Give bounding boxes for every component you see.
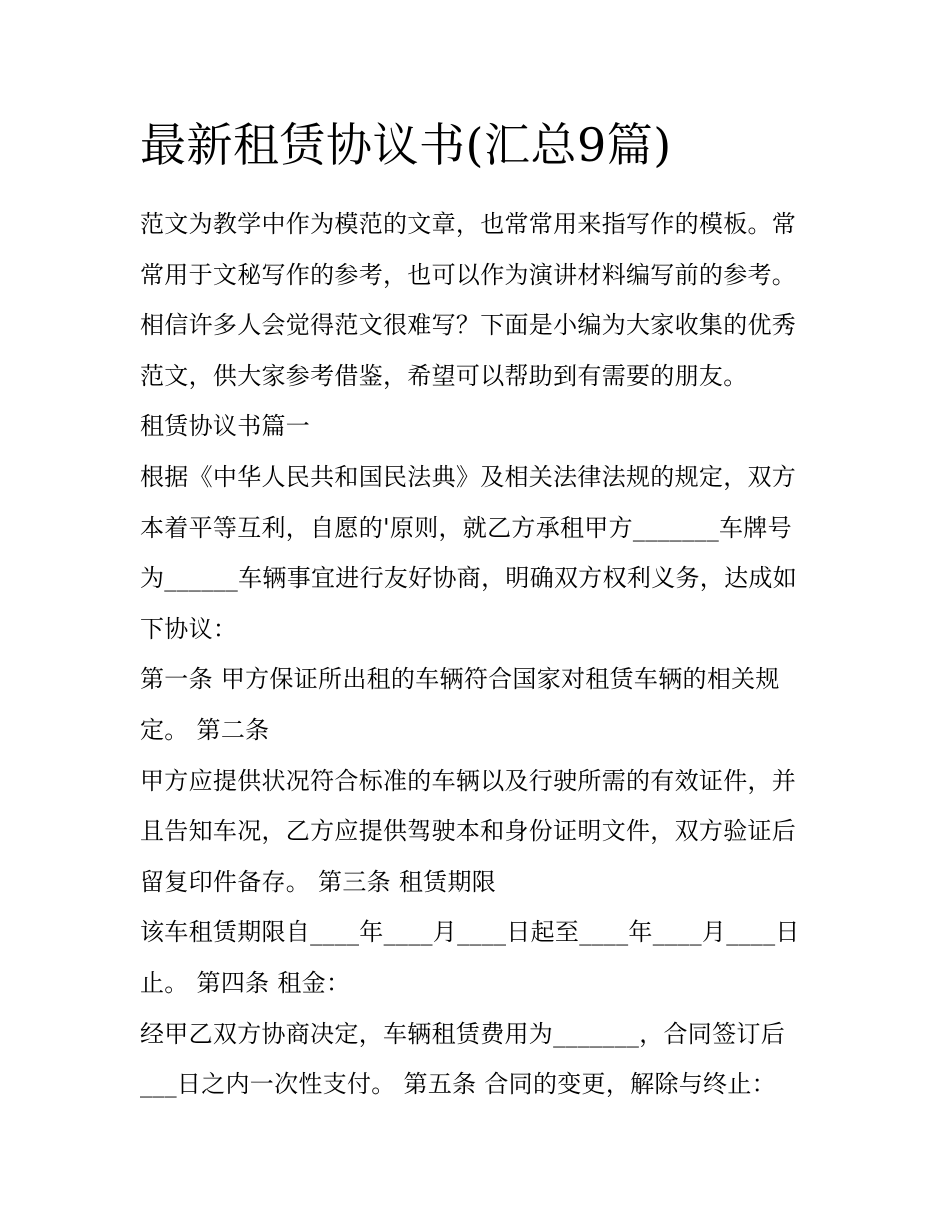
paragraph-line: 经甲乙双方协商决定，车辆租赁费用为_______，合同签订后 xyxy=(140,1019,785,1048)
paragraph-line: 且告知车况，乙方应提供驾驶本和身份证明文件，双方验证后 xyxy=(140,817,797,846)
paragraph-line: 甲方应提供状况符合标准的车辆以及行驶所需的有效证件，并 xyxy=(140,766,797,795)
paragraph-line: 相信许多人会觉得范文很难写？下面是小编为大家收集的优秀 xyxy=(140,311,797,340)
paragraph-line: 该车租赁期限自____年____月____日起至____年____月____日 xyxy=(140,918,800,947)
paragraph-line: ___日之内一次性支付。 第五条 合同的变更，解除与终止： xyxy=(140,1070,776,1099)
paragraph-line: 止。 第四条 租金： xyxy=(140,968,351,997)
section-heading: 租赁协议书篇一 xyxy=(140,412,311,441)
paragraph-line: 范文，供大家参考借鉴，希望可以帮助到有需要的朋友。 xyxy=(140,361,748,390)
paragraph-line: 留复印件备存。 第三条 租赁期限 xyxy=(140,867,497,896)
paragraph-line: 下协议： xyxy=(140,614,238,643)
paragraph-line: 第一条 甲方保证所出租的车辆符合国家对租赁车辆的相关规 xyxy=(140,665,780,694)
document-body xyxy=(140,199,820,1110)
paragraph-line: 本着平等互利，自愿的'原则，就乙方承租甲方_______车牌号 xyxy=(140,513,792,542)
paragraph-line: 范文为教学中作为模范的文章，也常常用来指写作的模板。常 xyxy=(140,210,797,238)
paragraph-line: 根据《中华人民共和国民法典》及相关法律法规的规定，双方 xyxy=(140,462,797,491)
paragraph-line: 常用于文秘写作的参考，也可以作为演讲材料编写前的参考。 xyxy=(140,260,797,289)
paragraph-line: 定。 第二条 xyxy=(140,715,270,744)
paragraph-line: 为______车辆事宜进行友好协商，明确双方权利义务，达成如 xyxy=(140,564,797,593)
document-title: 最新租赁协议书(汇总9篇) xyxy=(140,118,672,172)
